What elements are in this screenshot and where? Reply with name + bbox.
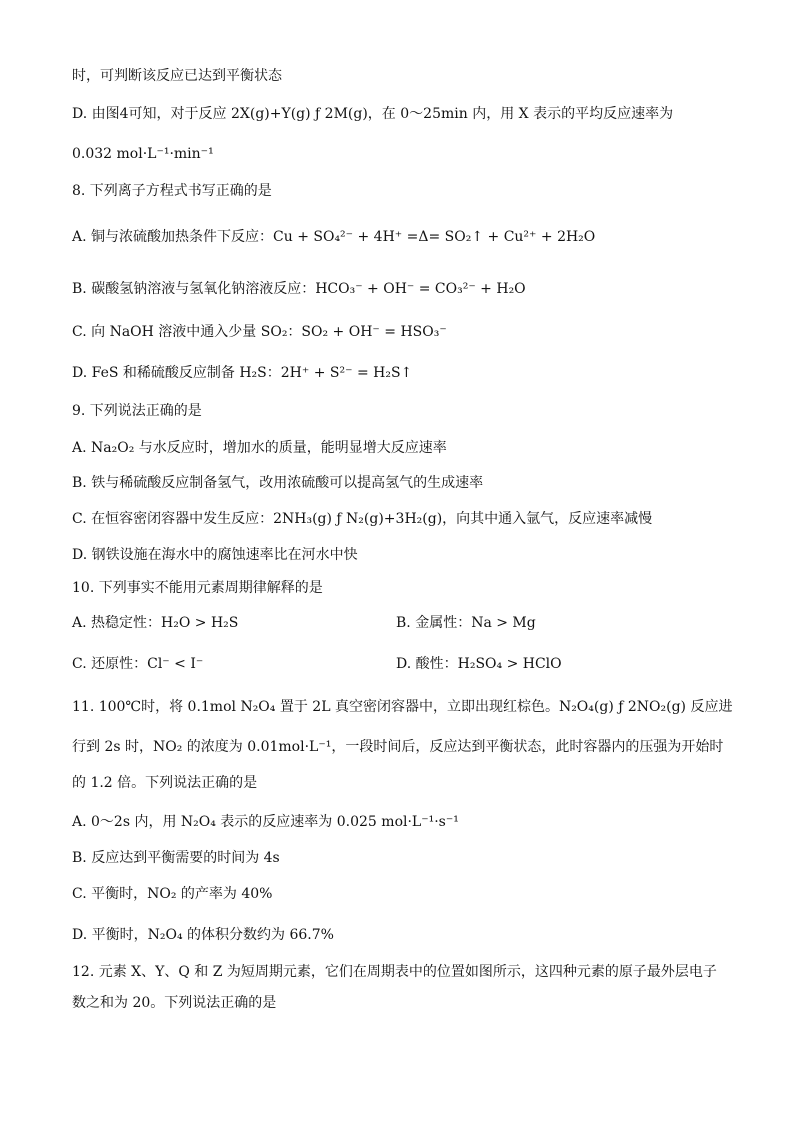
option-b-q11: B. 反应达到平衡需要的时间为 4s (72, 850, 280, 866)
text-line: 0.032 mol·L⁻¹·min⁻¹ (72, 146, 214, 162)
question-9: 9. 下列说法正确的是 (72, 403, 202, 419)
option-d-q10: D. 酸性：H₂SO₄ > HClO (396, 656, 562, 672)
text-line: 时，可判断该反应已达到平衡状态 (72, 68, 282, 84)
text-line: 的 1.2 倍。下列说法正确的是 (72, 775, 258, 791)
option-c-q10: C. 还原性：Cl⁻ < I⁻ (72, 656, 204, 672)
option-a-q11: A. 0～2s 内，用 N₂O₄ 表示的反应速率为 0.025 mol·L⁻¹·s⁻¹ (72, 814, 459, 830)
question-11: 11. 100℃时，将 0.1mol N₂O₄ 置于 2L 真空密闭容器中，立即出现红棕色。N₂O₄(g) ƒ 2NO₂(g) 反应进 (72, 699, 733, 715)
option-b-q8: B. 碳酸氢钠溶液与氢氧化钠溶液反应：HCO₃⁻ + OH⁻ = CO₃²⁻ + H₂O (72, 281, 526, 297)
option-b-q9: B. 铁与稀硫酸反应制备氢气，改用浓硫酸可以提高氢气的生成速率 (72, 475, 484, 491)
option-d-q7: D. 由图4可知，对于反应 2X(g)+Y(g) ƒ 2M(g)，在 0～25min 内，用 X 表示的平均反应速率为 (72, 106, 674, 122)
option-c-q8: C. 向 NaOH 溶液中通入少量 SO₂：SO₂ + OH⁻ = HSO₃⁻ (72, 324, 447, 340)
option-a-q10: A. 热稳定性：H₂O > H₂S (72, 615, 239, 631)
option-c-q11: C. 平衡时，NO₂ 的产率为 40% (72, 886, 273, 902)
question-8: 8. 下列离子方程式书写正确的是 (72, 183, 272, 199)
question-12: 12. 元素 X、Y、Q 和 Z 为短周期元素，它们在周期表中的位置如图所示，这四种元素的原子最外层电子 (72, 964, 717, 980)
question-10: 10. 下列事实不能用元素周期律解释的是 (72, 580, 323, 596)
option-d-q8: D. FeS 和稀硫酸反应制备 H₂S：2H⁺ + S²⁻ = H₂S↑ (72, 365, 413, 381)
option-d-q11: D. 平衡时，N₂O₄ 的体积分数约为 66.7% (72, 927, 334, 943)
option-a-q8: A. 铜与浓硫酸加热条件下反应：Cu + SO₄²⁻ + 4H⁺ =Δ= SO₂↑ + Cu²⁺ + 2H₂O (72, 229, 596, 245)
text-line: 数之和为 20。下列说法正确的是 (72, 995, 277, 1011)
option-d-q9: D. 钢铁设施在海水中的腐蚀速率比在河水中快 (72, 547, 358, 563)
option-a-q9: A. Na₂O₂ 与水反应时，增加水的质量，能明显增大反应速率 (72, 440, 447, 456)
text-line: 行到 2s 时，NO₂ 的浓度为 0.01mol·L⁻¹，一段时间后，反应达到平衡状态，此时容器内的压强为开始时 (72, 739, 724, 755)
option-c-q9: C. 在恒容密闭容器中发生反应：2NH₃(g) ƒ N₂(g)+3H₂(g)，向其中通入氩气，反应速率减慢 (72, 511, 653, 527)
option-b-q10: B. 金属性：Na > Mg (396, 615, 536, 631)
